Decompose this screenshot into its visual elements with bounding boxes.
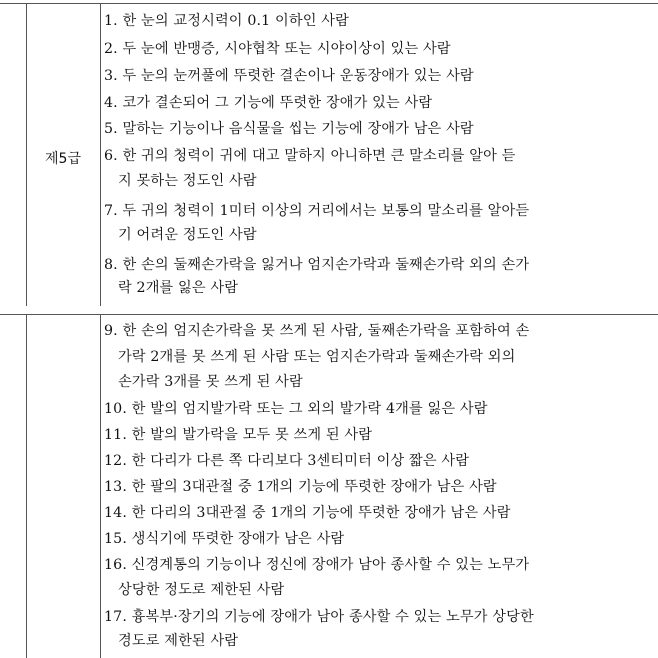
table-section-1 — [0, 0, 658, 306]
list-item-continuation: 지 못하는 정도인 사람 — [118, 173, 257, 189]
table-top-border — [0, 314, 658, 315]
list-item: 15. 생식기에 뚜렷한 장애가 남은 사람 — [104, 531, 345, 547]
list-item: 6. 한 귀의 청력이 귀에 대고 말하지 아니하면 큰 말소리를 알아 듣 — [104, 148, 516, 164]
list-item-continuation: 상당한 정도로 제한된 사람 — [118, 582, 285, 598]
list-item: 13. 한 팔의 3대관절 중 1개의 기능에 뚜렷한 장애가 남은 사람 — [104, 479, 497, 495]
list-item: 10. 한 발의 엄지발가락 또는 그 외의 발가락 4개를 잃은 사람 — [104, 401, 488, 417]
list-item: 2. 두 눈에 반맹증, 시야협착 또는 시야이상이 있는 사람 — [104, 41, 451, 57]
list-item-continuation: 손가락 3개를 못 쓰게 된 사람 — [118, 374, 303, 390]
column-divider — [100, 314, 101, 658]
list-item: 17. 흉복부·장기의 기능에 장애가 남아 종사할 수 있는 노무가 상당한 — [104, 609, 534, 625]
list-item: 9. 한 손의 엄지손가락을 못 쓰게 된 사람, 둘째손가락을 포함하여 손 — [104, 323, 530, 339]
list-item-continuation: 경도로 제한된 사람 — [118, 633, 239, 649]
column-divider — [100, 3, 101, 306]
list-item: 12. 한 다리가 다른 쪽 다리보다 3센티미터 이상 짧은 사람 — [104, 453, 470, 469]
list-item: 16. 신경계통의 기능이나 정신에 장애가 남아 종사할 수 있는 노무가 — [104, 557, 530, 573]
list-item: 5. 말하는 기능이나 음식물을 씹는 기능에 장애가 남은 사람 — [104, 121, 474, 137]
grade-label: 제5급 — [45, 151, 81, 167]
table-top-border — [0, 3, 658, 4]
list-item: 1. 한 눈의 교정시력이 0.1 이하인 사람 — [104, 13, 349, 29]
table-section-2 — [0, 314, 658, 658]
list-item: 4. 코가 결손되어 그 기능에 뚜렷한 장애가 있는 사람 — [104, 95, 433, 111]
list-item-continuation: 가락 2개를 못 쓰게 된 사람 또는 엄지손가락과 둘째손가락 외의 — [118, 349, 516, 365]
list-item: 14. 한 다리의 3대관절 중 1개의 기능에 뚜렷한 장애가 남은 사람 — [104, 505, 511, 521]
list-item: 7. 두 귀의 청력이 1미터 이상의 거리에서는 보통의 말소리를 알아듣 — [104, 203, 530, 219]
list-item-continuation: 락 2개를 잃은 사람 — [118, 280, 239, 296]
list-item: 3. 두 눈의 눈꺼풀에 뚜렷한 결손이나 운동장애가 있는 사람 — [104, 68, 474, 84]
left-border — [26, 314, 27, 658]
list-item-continuation: 기 어려운 정도인 사람 — [118, 227, 257, 243]
list-item: 8. 한 손의 둘째손가락을 잃거나 엄지손가락과 둘째손가락 외의 손가 — [104, 257, 530, 273]
list-item: 11. 한 발의 발가락을 모두 못 쓰게 된 사람 — [104, 427, 373, 443]
